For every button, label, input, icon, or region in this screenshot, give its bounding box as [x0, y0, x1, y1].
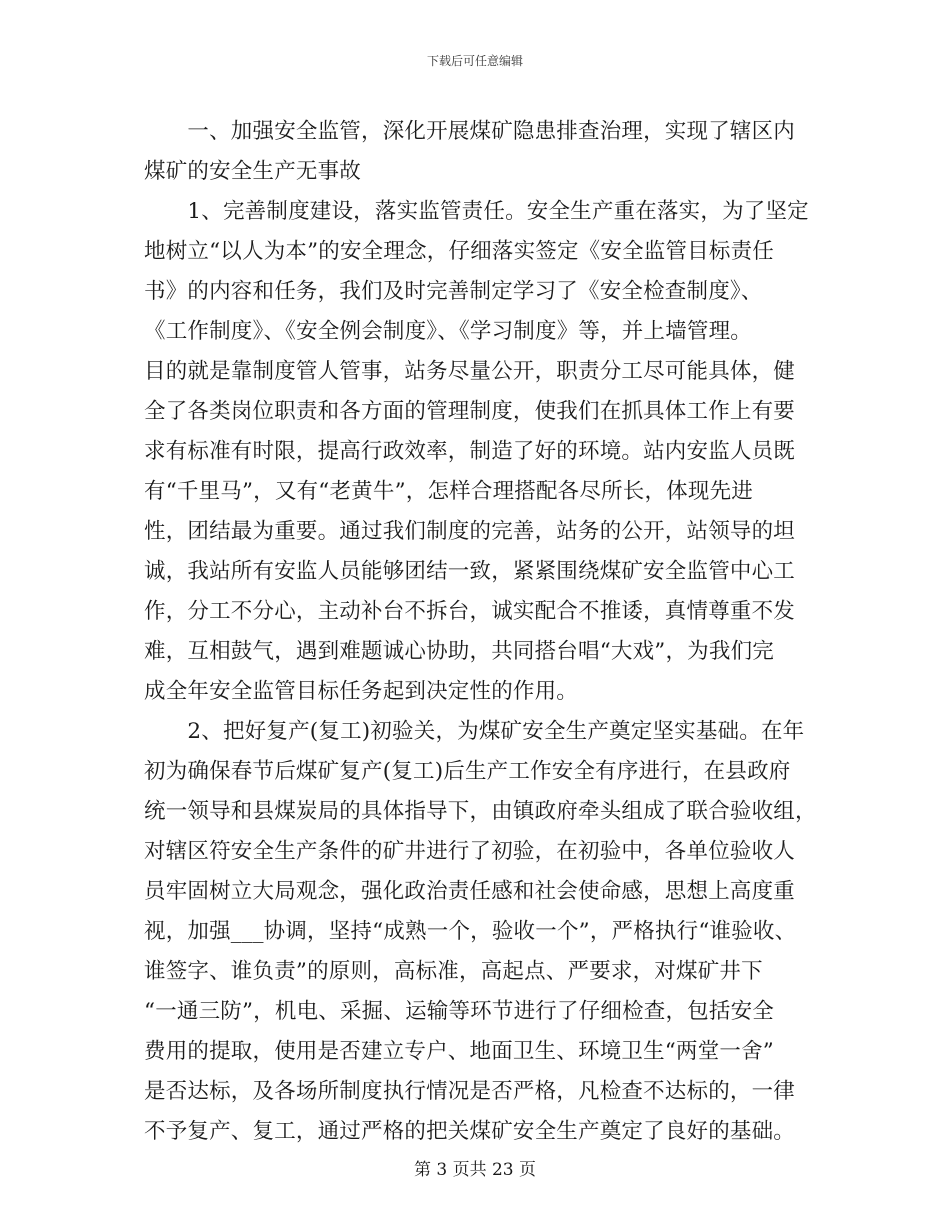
text-line: 有“千里马”，又有“老黄牛”，怎样合理搭配各尽所长，体现先进: [144, 479, 753, 504]
text-line: 全了各类岗位职责和各方面的管理制度，使我们在抓具体工作上有要: [144, 399, 796, 424]
page-header: 下载后可任意编辑: [426, 54, 523, 68]
text-line: 煤矿的安全生产无事故: [144, 159, 362, 184]
text-line: 《工作制度》、《安全例会制度》、《学习制度》等，并上墙管理。: [144, 319, 753, 344]
text-line: 费用的提取，使用是否建立专户、地面卫生、环境卫生“两堂一舍”: [144, 1039, 774, 1064]
text-line: 谁签字、谁负责”的原则，高标准，高起点、严要求，对煤矿井下: [144, 959, 763, 984]
text-line: 地树立“以人为本”的安全理念，仔细落实签定《安全监管目标责任: [144, 239, 774, 264]
text-line: 作，分工不分心，主动补台不拆台，诚实配合不推诿，真情尊重不发: [144, 599, 796, 624]
text-line: 性，团结最为重要。通过我们制度的完善，站务的公开，站领导的坦: [144, 519, 796, 544]
page-footer: 第 3 页共 23 页: [413, 1160, 537, 1180]
text-line: 1、完善制度建设，落实监管责任。安全生产重在落实，为了坚定: [144, 199, 809, 224]
text-line: 求有标准有时限，提高行政效率，制造了好的环境。站内安监人员既: [144, 439, 796, 464]
text-line: 书》的内容和任务，我们及时完善制定学习了《安全检查制度》、: [144, 279, 763, 304]
text-line: 初为确保春节后煤矿复产(复工)后生产工作安全有序进行，在县政府: [144, 759, 791, 784]
text-line: 不予复产、复工，通过严格的把关煤矿安全生产奠定了良好的基础。: [144, 1119, 796, 1144]
text-line: 一、加强安全监管，深化开展煤矿隐患排查治理，实现了辖区内: [144, 119, 796, 144]
text-line: 目的就是靠制度管人管事，站务尽量公开，职责分工尽可能具体，健: [144, 359, 796, 384]
document-body: [144, 112, 824, 1152]
text-line: 成全年安全监管目标任务起到决定性的作用。: [144, 679, 579, 704]
text-line: 2、把好复产(复工)初验关，为煤矿安全生产奠定坚实基础。在年: [144, 719, 805, 744]
text-line: 对辖区符安全生产条件的矿井进行了初验，在初验中，各单位验收人: [144, 839, 796, 864]
text-line: 难，互相鼓气，遇到难题诚心协助，共同搭台唱“大戏”，为我们完: [144, 639, 774, 664]
text-line: 员牢固树立大局观念，强化政治责任感和社会使命感，思想上高度重: [144, 879, 796, 904]
text-line: 诚，我站所有安监人员能够团结一致，紧紧围绕煤矿安全监管中心工: [144, 559, 796, 584]
text-line: 统一领导和县煤炭局的具体指导下，由镇政府牵头组成了联合验收组，: [144, 799, 817, 824]
text-line: 视，加强___协调，坚持“成熟一个，验收一个”，严格执行“谁验收、: [144, 919, 797, 944]
text-line: “一通三防”，机电、采掘、运输等环节进行了仔细检查，包括安全: [144, 999, 774, 1024]
text-line: 是否达标，及各场所制度执行情况是否严格，凡检查不达标的，一律: [144, 1079, 796, 1104]
